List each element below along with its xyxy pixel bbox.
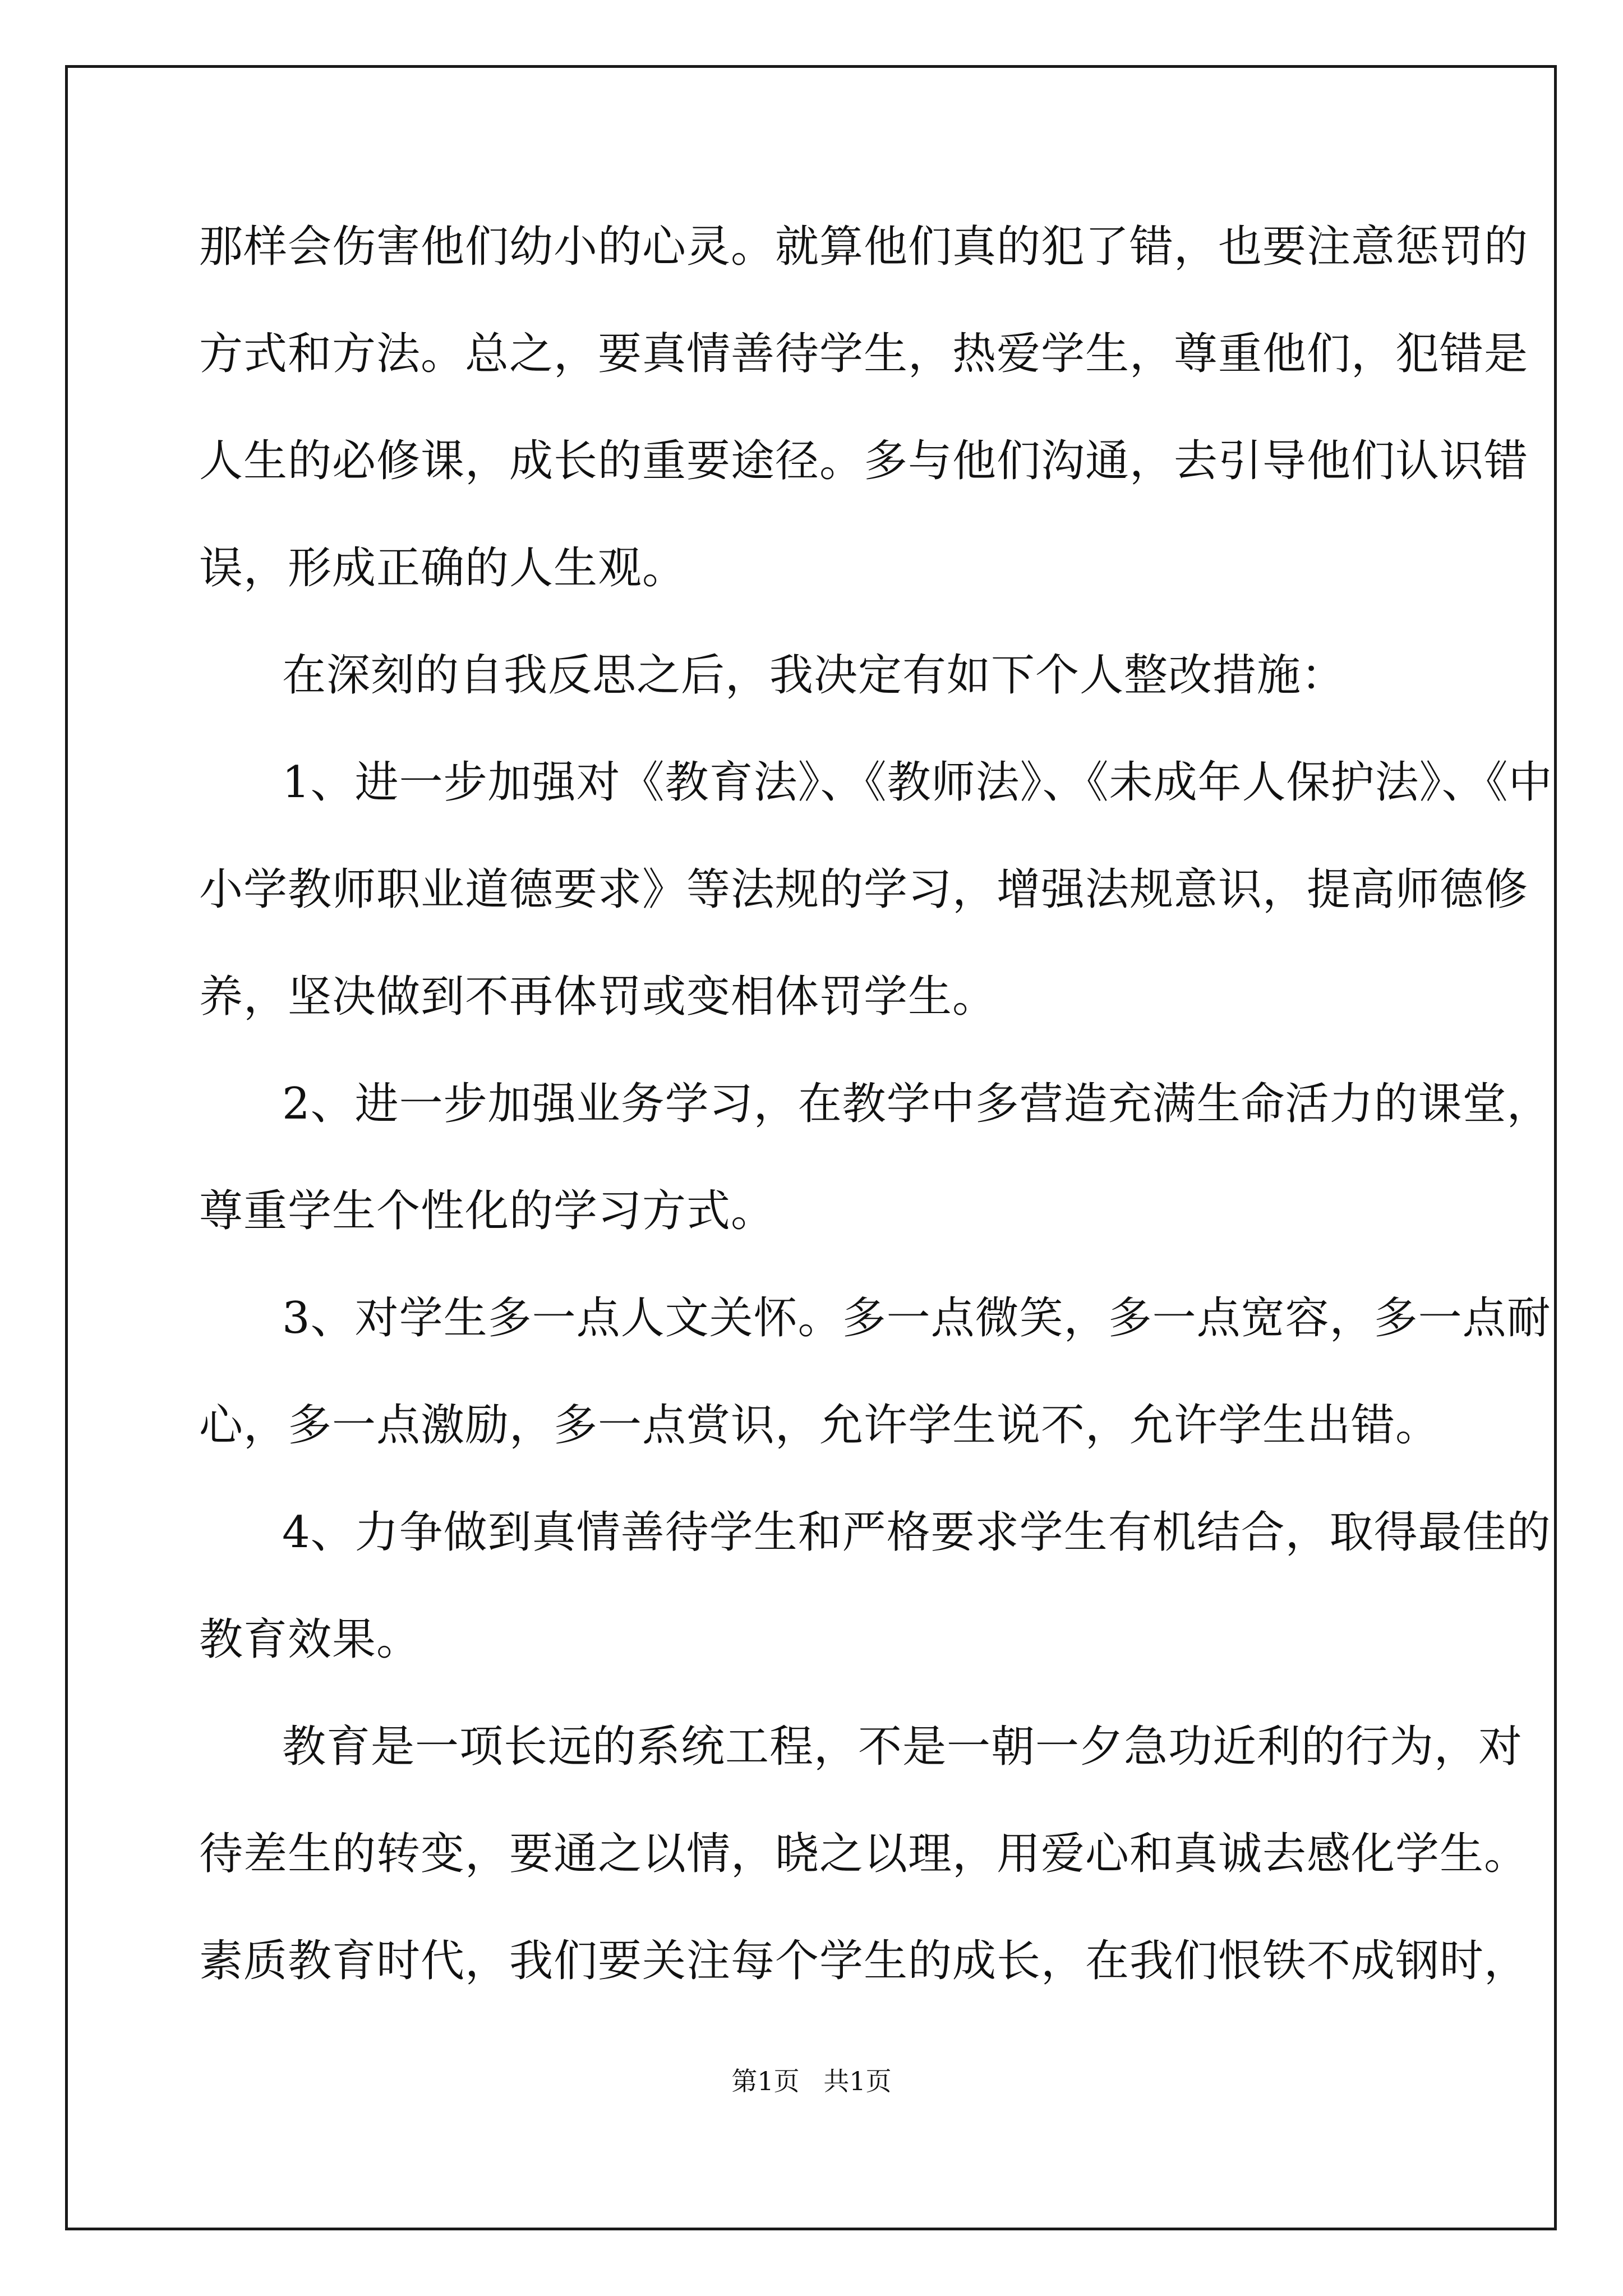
page-footer <box>0 2064 1623 2098</box>
text-line: 那样会伤害他们幼小的心灵。就算他们真的犯了错，也要注意惩罚的 <box>199 222 1529 272</box>
text-line: 养，坚决做到不再体罚或变相体罚学生。 <box>199 972 997 1022</box>
document-body <box>199 213 1553 2035</box>
text-line: 1、进一步加强对《教育法》、《教师法》、《未成年人保护法》、《中 <box>282 757 1553 808</box>
text-line: 4、力争做到真情善待学生和严格要求学生有机结合，取得最佳的 <box>282 1507 1551 1558</box>
text-line: 尊重学生个性化的学习方式。 <box>199 1186 776 1236</box>
page-total: 共1页 <box>823 2066 892 2096</box>
text-line: 素质教育时代，我们要关注每个学生的成长，在我们恨铁不成钢时， <box>199 1936 1529 1986</box>
text-line: 2、进一步加强业务学习，在教学中多营造充满生命活力的课堂， <box>282 1079 1551 1129</box>
text-line: 教育是一项长远的系统工程，不是一朝一夕急功近利的行为，对 <box>282 1722 1523 1772</box>
text-line: 心，多一点激励，多一点赏识，允许学生说不，允许学生出错。 <box>199 1400 1440 1451</box>
text-line: 误，形成正确的人生观。 <box>199 543 687 593</box>
text-line: 方式和方法。总之，要真情善待学生，热爱学生，尊重他们，犯错是 <box>199 329 1529 379</box>
page-number: 第1页 <box>731 2066 800 2096</box>
text-line: 在深刻的自我反思之后，我决定有如下个人整改措施： <box>282 650 1346 701</box>
text-line: 3、对学生多一点人文关怀。多一点微笑，多一点宽容，多一点耐 <box>282 1293 1551 1343</box>
text-line: 教育效果。 <box>199 1614 421 1665</box>
text-line: 小学教师职业道德要求》等法规的学习，增强法规意识，提高师德修 <box>199 864 1529 915</box>
text-line: 待差生的转变，要通之以情，晓之以理，用爱心和真诚去感化学生。 <box>199 1829 1529 1879</box>
text-line: 人生的必修课，成长的重要途径。多与他们沟通，去引导他们认识错 <box>199 436 1529 486</box>
